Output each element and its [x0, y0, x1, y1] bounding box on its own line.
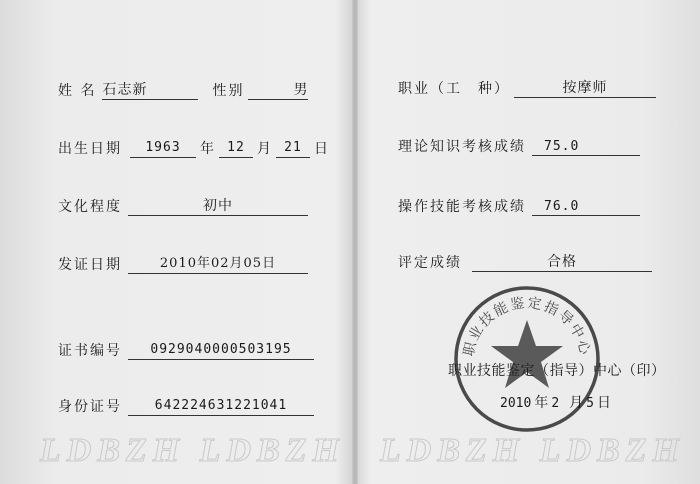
occupation-value: 按摩师	[514, 79, 656, 98]
dob-year: 1963	[130, 139, 196, 158]
cert-number-row	[58, 340, 314, 360]
skill-score-value: 76.0	[532, 198, 640, 216]
theory-score-label: 理论知识考核成绩	[398, 139, 526, 155]
dob-day-char: 日	[314, 141, 329, 157]
grade-row	[398, 252, 652, 272]
sign-year: 2010	[500, 396, 532, 411]
watermark-right: LDBZH LDBZH	[380, 432, 685, 469]
skill-score-row	[398, 196, 640, 216]
sign-date	[500, 392, 614, 412]
sign-year-char: 年	[534, 395, 549, 411]
sign-month: 2	[551, 396, 560, 411]
education-row	[58, 196, 308, 216]
id-number-value: 642224631221041	[128, 397, 314, 416]
name-row	[58, 80, 308, 100]
grade-value: 合格	[472, 253, 652, 272]
dob-day: 21	[276, 139, 310, 158]
center-text	[448, 360, 666, 380]
name-label: 姓 名	[58, 83, 97, 99]
dob-year-char: 年	[200, 141, 215, 157]
booklet-fold	[352, 0, 358, 484]
education-label: 文化程度	[58, 199, 122, 215]
gender-value: 男	[248, 81, 308, 100]
dob-row	[58, 138, 329, 158]
issue-date-value: 2010年02月05日	[128, 255, 308, 274]
issue-date-label: 发证日期	[58, 257, 122, 273]
gender-label: 性别	[212, 83, 245, 99]
cert-number-label: 证书编号	[58, 343, 122, 359]
theory-score-row	[398, 136, 640, 156]
theory-score-value: 75.0	[532, 138, 640, 156]
seal-text: 职业技能鉴定指导中心	[460, 295, 594, 358]
name-value: 石志新	[102, 81, 198, 100]
center-text-label: 职业技能鉴定（指导）中心（印）	[448, 363, 666, 379]
sign-day-char: 日	[596, 395, 611, 411]
watermark-left: LDBZH LDBZH	[40, 432, 345, 469]
skill-score-label: 操作技能考核成绩	[398, 199, 526, 215]
issue-date-row	[58, 254, 308, 274]
occupation-label: 职业（工 种）	[398, 81, 510, 97]
grade-label: 评定成绩	[398, 255, 462, 271]
occupation-row	[398, 78, 656, 98]
dob-month-char: 月	[257, 141, 272, 157]
id-number-label: 身份证号	[58, 399, 122, 415]
id-number-row	[58, 396, 314, 416]
dob-month: 12	[219, 139, 253, 158]
education-value: 初中	[128, 197, 308, 216]
cert-number-value: 0929040000503195	[128, 341, 314, 360]
sign-month-char: 月	[569, 395, 584, 411]
sign-day: 5	[586, 396, 594, 411]
dob-label: 出生日期	[58, 141, 122, 157]
